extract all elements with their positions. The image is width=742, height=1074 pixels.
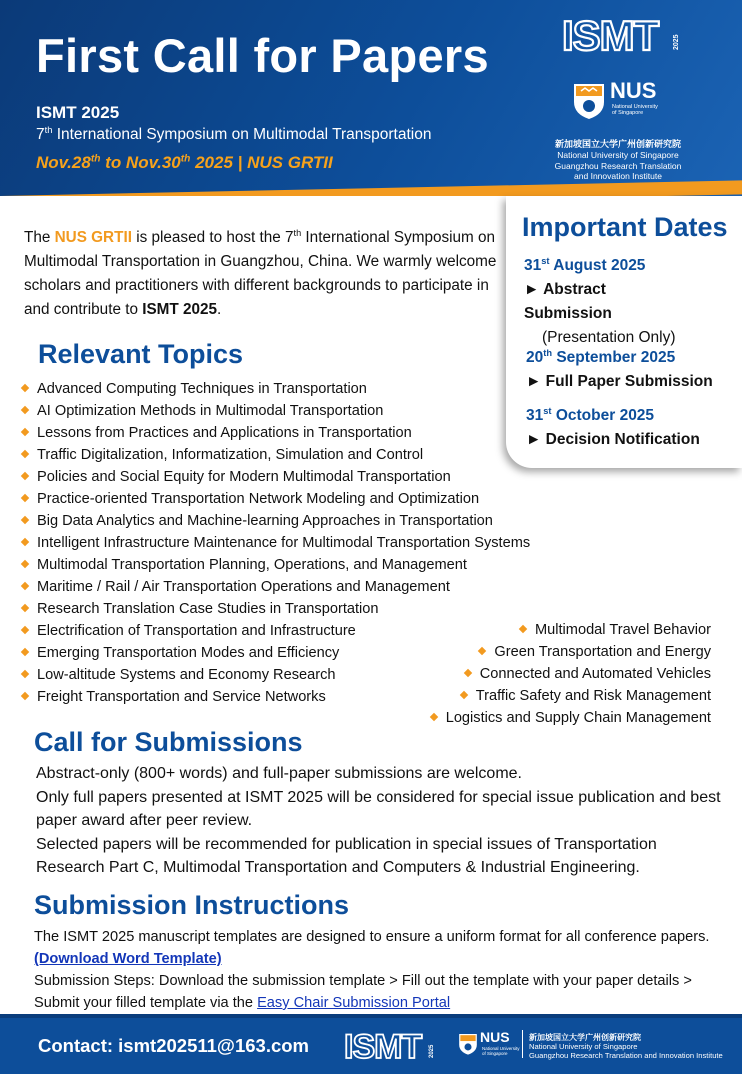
footer-nus-small-text: National University of Singapore [482, 1046, 520, 1056]
institute-name-en: National University of Singapore Guangzhou Research Translation and Innovation Institute [554, 150, 682, 181]
call-line-3: Selected papers will be recommended for publication in special issues of Transportation Research Part C, Multimodal Transportation and Computers & Industrial Engineering. [36, 835, 657, 876]
important-dates-heading: Important Dates [522, 212, 728, 242]
list-item: AI Optimization Methods in Multimodal Transportation [22, 400, 530, 422]
diamond-bullet-icon [21, 670, 29, 678]
diamond-bullet-icon [21, 692, 29, 700]
footer-nus-wordmark: NUS [480, 1029, 510, 1045]
list-item: Logistics and Supply Chain Management [431, 707, 711, 729]
header-accent-stripe [0, 179, 742, 196]
list-item: Big Data Analytics and Machine-learning Approaches in Transportation [22, 510, 530, 532]
list-item: Electrification of Transportation and Infrastructure [22, 620, 530, 642]
footer-institute-cn: 新加坡国立大学广州创新研究院 [529, 1033, 641, 1042]
list-item: Policies and Social Equity for Modern Multimodal Transportation [22, 466, 530, 488]
intro-paragraph: The NUS GRTII is pleased to host the 7th International Symposium on Multimodal Transportation in Guangzhou, China. We warmly welcome scholars and practitioners with different backgrounds to participate in and contribute to ISMT 2025. [24, 227, 497, 318]
milestone-abstract: ► Abstract [524, 281, 606, 298]
list-item: Research Translation Case Studies in Transportation [22, 598, 530, 620]
diamond-bullet-icon [21, 648, 29, 656]
date-decision: 31st October 2025 [526, 405, 655, 424]
contact-email[interactable]: Contact: ismt202511@163.com [38, 1035, 309, 1056]
list-item: Multimodal Transportation Planning, Operations, and Management [22, 554, 530, 576]
list-item: Traffic Safety and Risk Management [431, 685, 711, 707]
diamond-bullet-icon [21, 604, 29, 612]
footer-nus-crest-icon [458, 1032, 478, 1056]
nus-wordmark: NUS [610, 78, 657, 103]
svg-text:ISMT: ISMT [562, 14, 659, 56]
institute-name-cn: 新加坡国立大学广州创新研究院 [554, 139, 681, 149]
event-subtitle: 7th International Symposium on Multimodal Transportation [36, 124, 432, 143]
milestone-decision: ► Decision Notification [526, 431, 700, 448]
download-template-link[interactable]: (Download Word Template) [34, 951, 222, 967]
diamond-bullet-icon [21, 582, 29, 590]
diamond-bullet-icon [21, 406, 29, 414]
instructions-heading: Submission Instructions [34, 890, 350, 920]
date-abstract: 31st August 2025 [524, 255, 646, 274]
list-item: Emerging Transportation Modes and Efficiency [22, 642, 530, 664]
footer-institute-en: National University of Singapore Guangzhou Research Translation and Innovation Institute [529, 1042, 723, 1060]
diamond-bullet-icon [464, 669, 472, 677]
nus-small-text: National University of Singapore [612, 104, 658, 116]
milestone-full-paper: ► Full Paper Submission [526, 373, 713, 390]
footer-divider [522, 1030, 523, 1058]
diamond-bullet-icon [21, 428, 29, 436]
event-dates: Nov.28th to Nov.30th 2025 | NUS GRTII [36, 153, 333, 172]
call-heading: Call for Submissions [34, 727, 303, 757]
event-name: ISMT 2025 [36, 103, 120, 122]
page-title: First Call for Papers [36, 29, 489, 82]
diamond-bullet-icon [21, 516, 29, 524]
call-line-1: Abstract-only (800+ words) and full-paper submissions are welcome. [36, 765, 522, 782]
list-item: Advanced Computing Techniques in Transportation [22, 378, 530, 400]
diamond-bullet-icon [21, 384, 29, 392]
svg-text:2025: 2025 [673, 34, 680, 50]
diamond-bullet-icon [478, 647, 486, 655]
footer-ismt-logo [344, 1028, 436, 1062]
list-item: Maritime / Rail / Air Transportation Operations and Management [22, 576, 530, 598]
diamond-bullet-icon [21, 450, 29, 458]
important-dates-card [506, 196, 742, 468]
ismt-logo [562, 14, 682, 56]
diamond-bullet-icon [21, 494, 29, 502]
submission-portal-link[interactable]: Easy Chair Submission Portal [257, 995, 451, 1011]
topics-list-right [431, 619, 711, 729]
instructions-para-1: The ISMT 2025 manuscript templates are designed to ensure a uniform format for all conference papers. (Download Word Template) [34, 929, 710, 967]
list-item: Intelligent Infrastructure Maintenance for Multimodal Transportation Systems [22, 532, 530, 554]
diamond-bullet-icon [21, 626, 29, 634]
list-item: Green Transportation and Energy [431, 641, 711, 663]
call-line-2: Only full papers presented at ISMT 2025 will be considered for special issue publication and best paper award after peer review. [36, 788, 721, 829]
list-item: Multimodal Travel Behavior [431, 619, 711, 641]
diamond-bullet-icon [21, 538, 29, 546]
list-item: Freight Transportation and Service Networks [22, 686, 530, 708]
instructions-para-2: Submission Steps: Download the submission template > Fill out the template with your paper details > Submit your filled template via the Easy Chair Submission Portal [34, 973, 692, 1011]
footer-stripe [0, 1014, 742, 1018]
instructions-body [34, 926, 724, 1014]
call-body [36, 762, 726, 880]
diamond-bullet-icon [21, 560, 29, 568]
date-full-paper: 20th September 2025 [526, 347, 676, 366]
topics-heading: Relevant Topics [38, 339, 244, 369]
header-banner [0, 0, 742, 196]
list-item: Lessons from Practices and Applications in Transportation [22, 422, 530, 444]
svg-text:ISMT: ISMT [344, 1028, 422, 1062]
milestone-abstract-cont: Submission [524, 305, 612, 322]
diamond-bullet-icon [519, 625, 527, 633]
list-item: Connected and Automated Vehicles [431, 663, 711, 685]
list-item: Low-altitude Systems and Economy Research [22, 664, 530, 686]
list-item: Traffic Digitalization, Informatization, Simulation and Control [22, 444, 530, 466]
nus-crest-icon [572, 82, 606, 120]
diamond-bullet-icon [429, 713, 437, 721]
milestone-abstract-note: (Presentation Only) [542, 329, 676, 346]
diamond-bullet-icon [21, 472, 29, 480]
svg-text:2025: 2025 [429, 1044, 435, 1058]
list-item: Practice-oriented Transportation Network Modeling and Optimization [22, 488, 530, 510]
diamond-bullet-icon [460, 691, 468, 699]
